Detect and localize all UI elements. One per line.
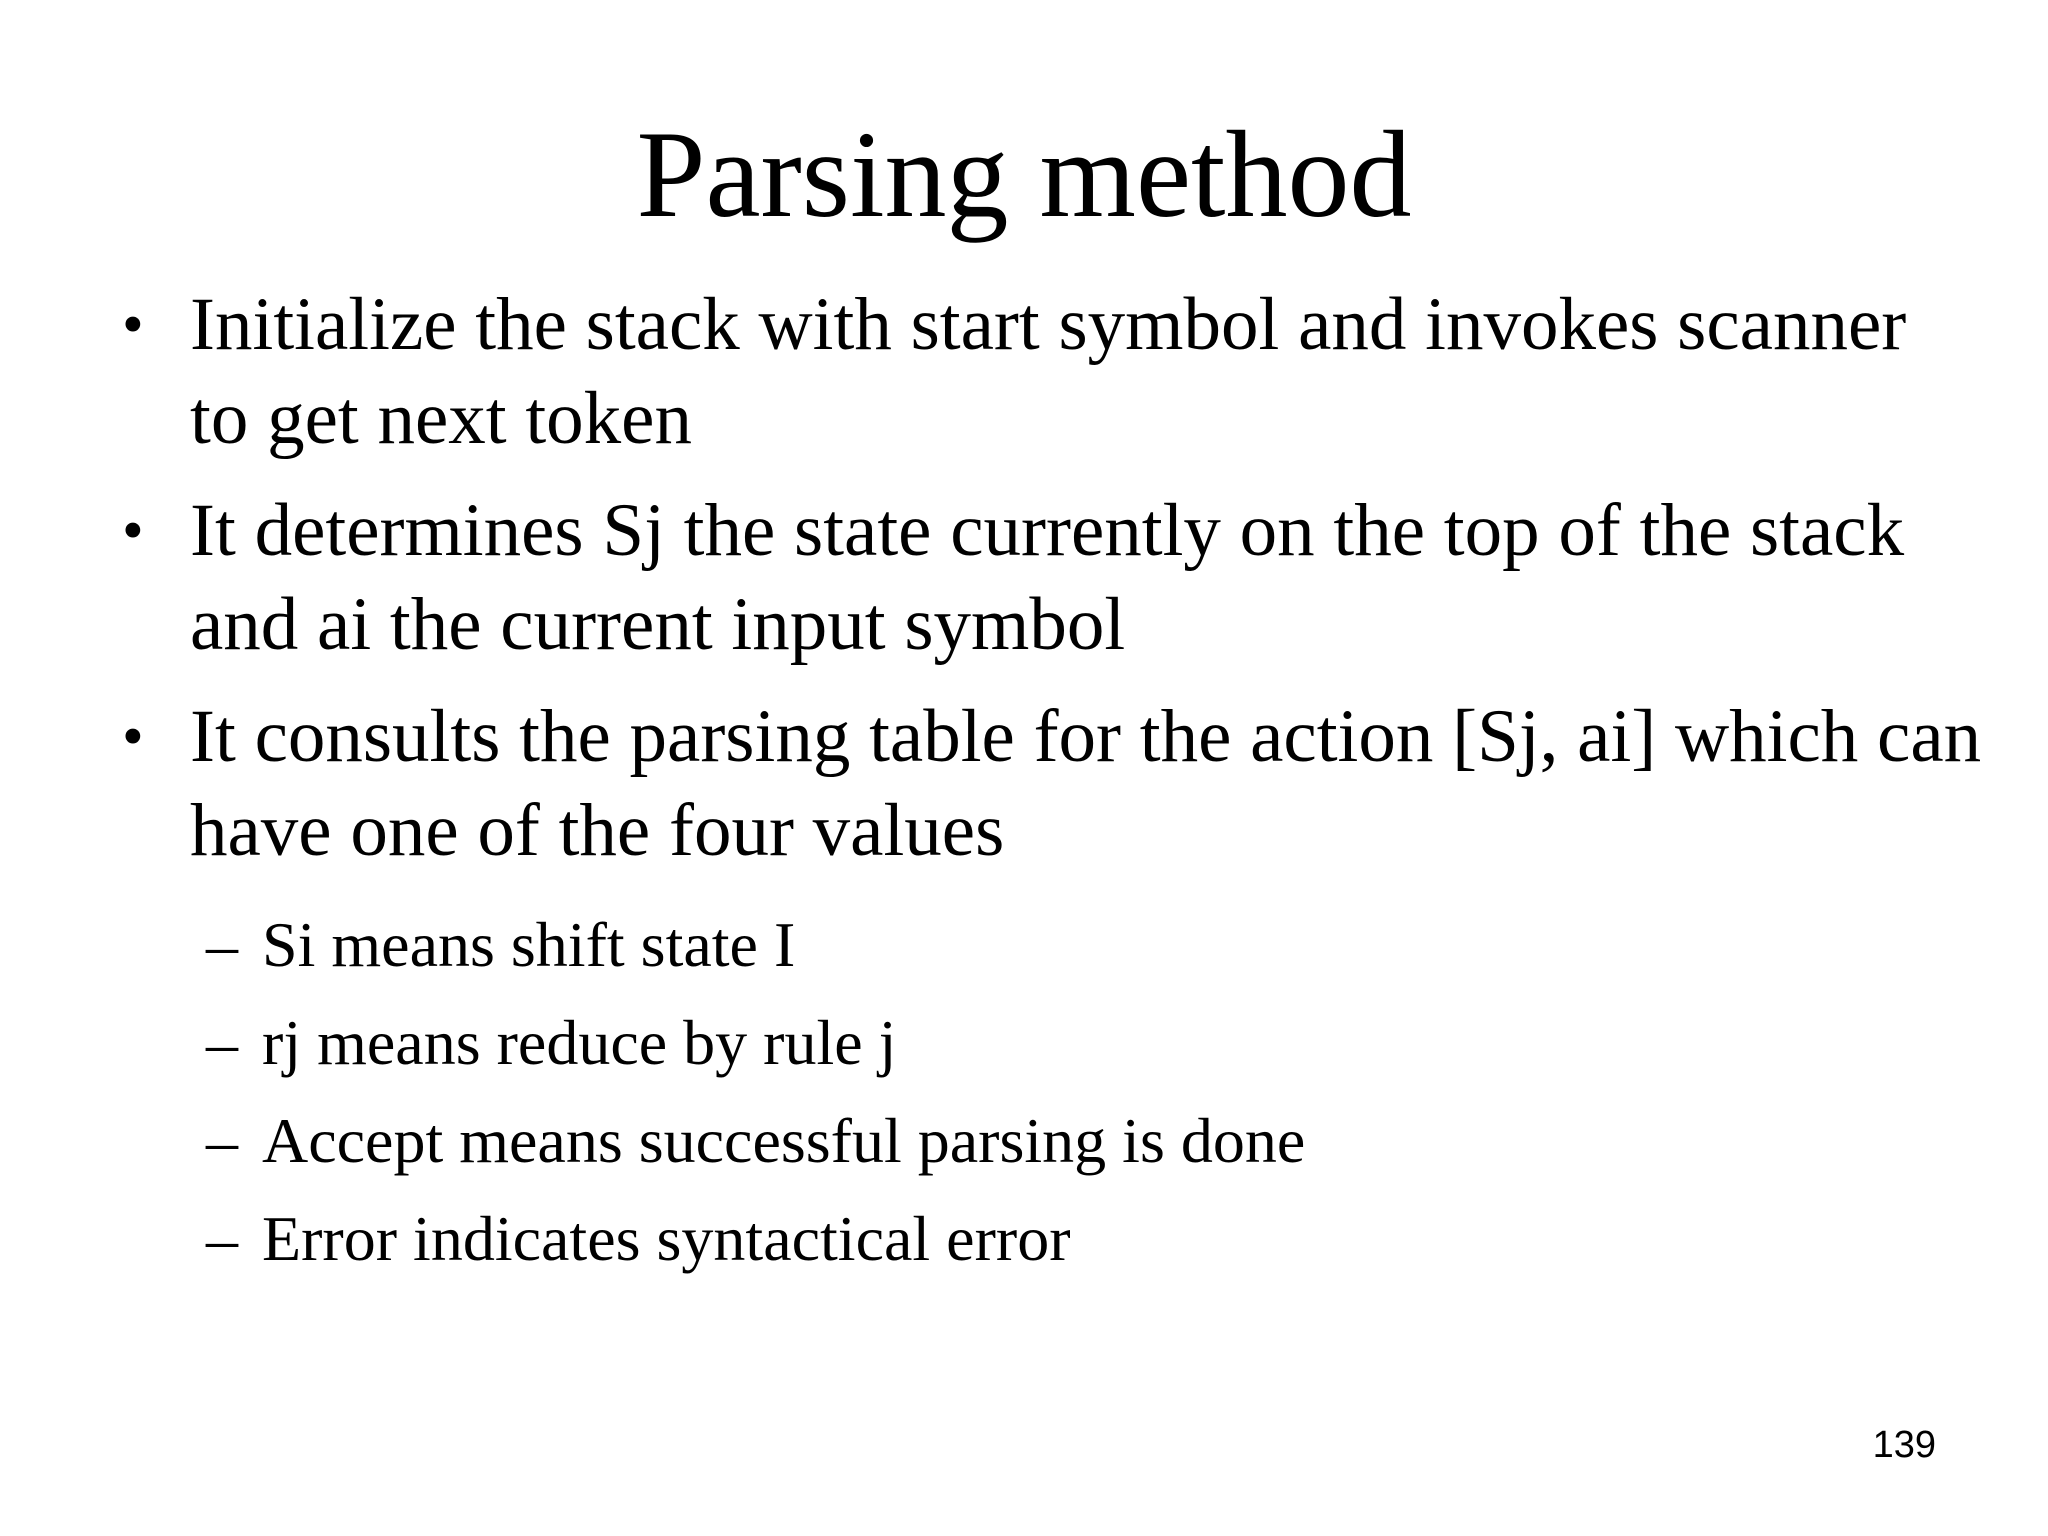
bullet-text: Initialize the stack with start symbol and invokes scanner to get next token <box>190 283 1907 460</box>
bullet-marker: • <box>122 291 144 359</box>
bullet-list <box>122 278 1982 1288</box>
sub-bullet-list <box>122 896 1982 1288</box>
slide-title: Parsing method <box>636 106 1412 243</box>
bullet-marker: • <box>122 497 144 565</box>
sub-bullet-item <box>206 896 1982 994</box>
sub-bullet-item <box>206 994 1982 1092</box>
sub-bullet-text: Accept means successful parsing is done <box>262 1105 1306 1176</box>
sub-bullet-text: rj means reduce by rule j <box>262 1007 897 1078</box>
dash-marker: – <box>206 1007 238 1078</box>
sub-bullet-item <box>206 1190 1982 1288</box>
bullet-text: It consults the parsing table for the action [Sj, ai] which can have one of the four values <box>190 695 1982 872</box>
bullet-marker: • <box>122 703 144 771</box>
dash-marker: – <box>206 1203 238 1274</box>
bullet-item <box>122 690 1982 878</box>
sub-bullet-item <box>206 1092 1982 1190</box>
dash-marker: – <box>206 1105 238 1176</box>
sub-bullet-text: Si means shift state I <box>262 909 796 980</box>
bullet-item <box>122 484 1982 672</box>
sub-bullet-text: Error indicates syntactical error <box>262 1203 1071 1274</box>
bullet-text: It determines Sj the state currently on the top of the stack and ai the current input symbol <box>190 489 1905 666</box>
sub-list-container <box>122 896 1982 1288</box>
page-number: 139 <box>1872 1424 1936 1466</box>
bullet-item <box>122 278 1982 466</box>
dash-marker: – <box>206 909 238 980</box>
